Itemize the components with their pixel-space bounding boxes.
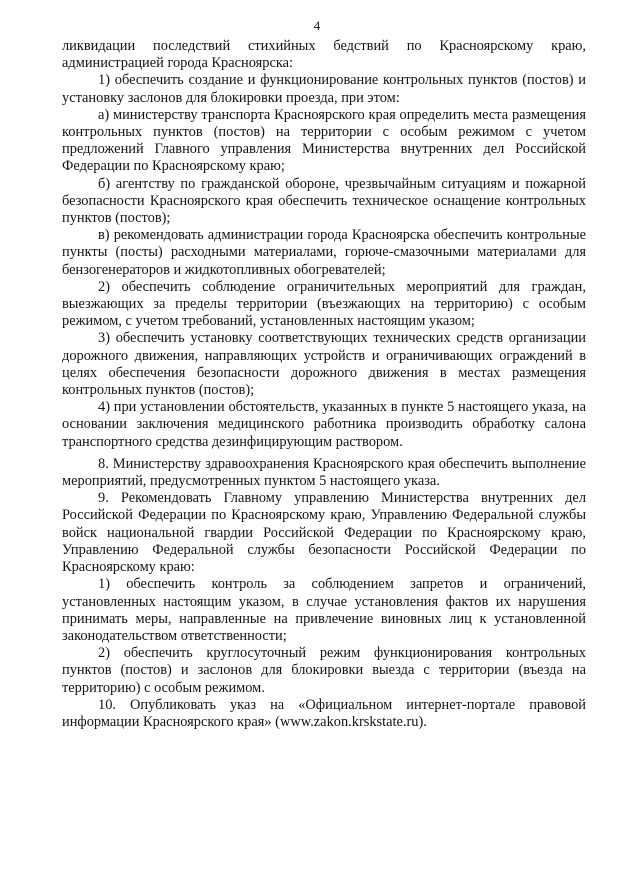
paragraph-section-9-item-2: 2) обеспечить круглосуточный режим функционирования контрольных пунктов (постов) и заслонов для блокировки выезда с территории (въезда на территорию) с особым режимом.: [62, 645, 586, 696]
paragraph-subitem-v: в) рекомендовать администрации города Красноярска обеспечить контрольные пункты (посты) расходными материалами, горюче-смазочными материалами для бензогенераторов и жидкотопливных обогревателей;: [62, 227, 586, 278]
paragraph-subitem-a: а) министерству транспорта Красноярского края определить места размещения контрольных пунктов (постов) на территории с особым режимом с учетом предложений Главного управления Министерства внутренних дел Российской Федерации по Красноярскому краю;: [62, 106, 586, 175]
paragraph-section-9-item-1: 1) обеспечить контроль за соблюдением запретов и ограничений, установленных настоящим указом, в случае установления фактов их нарушения принимать меры, направленные на привлечение виновных лиц к установленной законодательством ответственности;: [62, 576, 586, 644]
paragraph-section-8: 8. Министерству здравоохранения Красноярского края обеспечить выполнение мероприятий, предусмотренных пунктом 5 настоящего указа.: [62, 455, 586, 490]
paragraph-item-4: 4) при установлении обстоятельств, указанных в пункте 5 настоящего указа, на основании заключения медицинского работника производить обработку салона транспортного средства дезинфицирующим раствором.: [62, 399, 586, 450]
paragraph-item-1: 1) обеспечить создание и функционирование контрольных пунктов (постов) и установку заслонов для блокировки проезда, при этом:: [62, 72, 586, 106]
paragraph-continuation: ликвидации последствий стихийных бедствий по Красноярскому краю, администрацией города Красноярска:: [62, 38, 586, 72]
paragraph-section-10: 10. Опубликовать указ на «Официальном интернет-портале правовой информации Красноярского края» (www.zakon.krskstate.ru).: [62, 696, 586, 730]
paragraph-item-3: 3) обеспечить установку соответствующих технических средств организации дорожного движения, направляющих устройств и ограничивающих ограждений в целях обеспечения безопасности дорожного движения в местах размещения контрольных пунктов (постов);: [62, 330, 586, 399]
paragraph-section-9: 9. Рекомендовать Главному управлению Министерства внутренних дел Российской Федерации по Красноярскому краю, Управлению Федеральной службы войск национальной гвардии Российской Федерации по Красноярскому краю, Управлению Федеральной службы безопасности Российской Федерации по Красноярскому краю:: [62, 490, 586, 576]
page-number: 4: [313, 18, 321, 33]
paragraph-subitem-b: б) агентству по гражданской обороне, чрезвычайным ситуациям и пожарной безопасности Красноярского края обеспечить техническое оснащение контрольных пунктов (постов);: [62, 175, 586, 227]
document-body: [62, 38, 586, 731]
paragraph-item-2: 2) обеспечить соблюдение ограничительных мероприятий для граждан, выезжающих за пределы территории (въезжающих на территорию) с особым режимом, с учетом требований, установленных настоящим указом;: [62, 278, 586, 330]
